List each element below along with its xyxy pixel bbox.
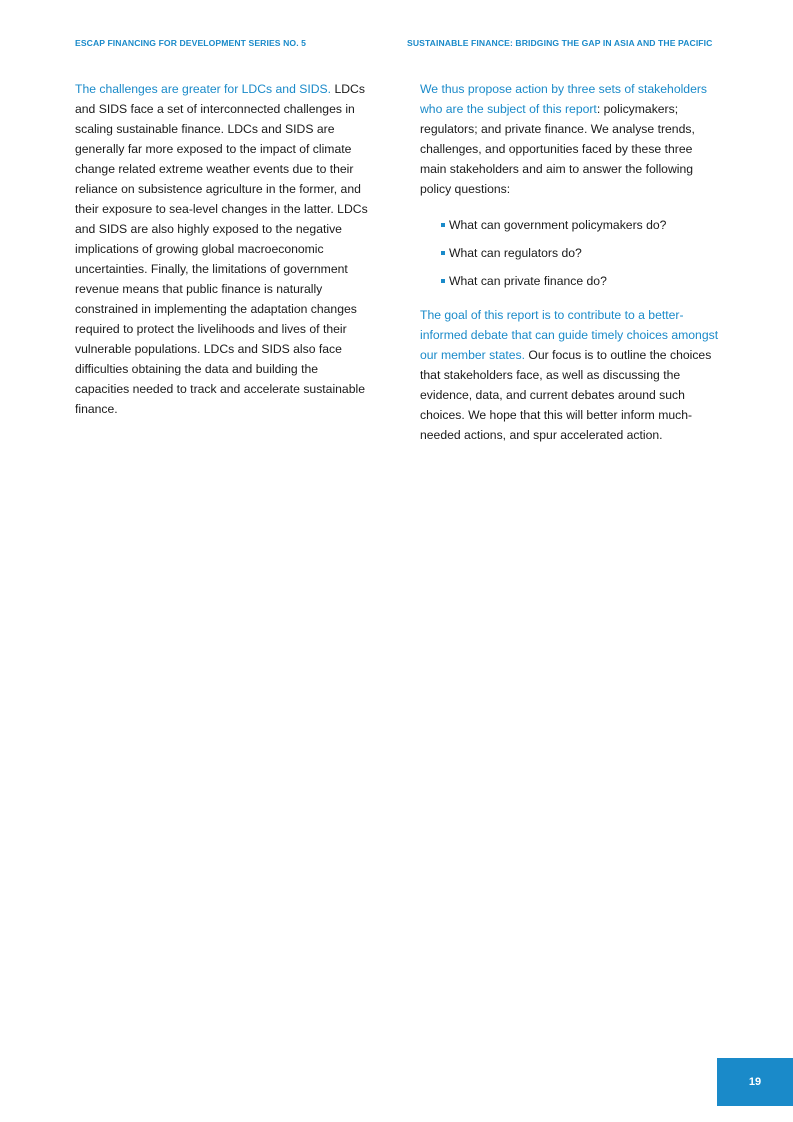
page-number: 19 [748,1076,762,1088]
goal-paragraph [420,305,720,445]
challenges-paragraph [75,79,375,419]
goal-lead-highlight: The goal of this report is to contribute to a better-informed debate that can guide timely choices amongst our member states. [420,308,719,362]
left-column [75,79,375,419]
square-bullet-icon [441,251,445,255]
list-item [420,215,720,235]
page-number-box [717,1058,793,1106]
stakeholders-body-text: : policymakers; regulators; and private finance. We analyse trends, challenges, and opportunities faced by these three main stakeholders and aim to answer the following policy questions: [420,102,695,196]
list-item-text: What can government policymakers do? [449,218,667,232]
list-item [420,243,720,263]
list-item [420,271,720,291]
running-header-left: ESCAP FINANCING FOR DEVELOPMENT SERIES NO. 5 [75,38,307,48]
goal-body-text: Our focus is to outline the choices that stakeholders face, as well as discussing the evidence, data, and current debates around such choices. We hope that this will better inform much-needed actions, and spur accelerated action. [420,348,712,442]
running-header-right: SUSTAINABLE FINANCE: BRIDGING THE GAP IN ASIA AND THE PACIFIC [407,38,713,48]
right-column [420,79,720,445]
square-bullet-icon [441,279,445,283]
square-bullet-icon [441,223,445,227]
policy-questions-list [420,215,720,291]
stakeholders-lead-highlight: We thus propose action by three sets of stakeholders who are the subject of this report [420,82,708,116]
list-item-text: What can regulators do? [449,246,582,260]
challenges-lead-highlight: The challenges are greater for LDCs and SIDS. [75,82,332,96]
challenges-body-text: LDCs and SIDS face a set of interconnected challenges in scaling sustainable finance. LDCs and SIDS are generally far more exposed to the impact of climate change related extreme weather events due to their reliance on subsistence agriculture in the former, and their exposure to sea-level changes in the latter. LDCs and SIDS are also highly exposed to the negative implications of growing global macroeconomic uncertainties. Finally, the limitations of government revenue means that public finance is naturally constrained in implementing the adaptation changes required to protect the livelihoods and lives of their vulnerable populations. LDCs and SIDS also face difficulties obtaining the data and building the capacities needed to track and accelerate sustainable finance. [75,82,368,416]
stakeholders-paragraph [420,79,720,199]
list-item-text: What can private finance do? [449,274,607,288]
